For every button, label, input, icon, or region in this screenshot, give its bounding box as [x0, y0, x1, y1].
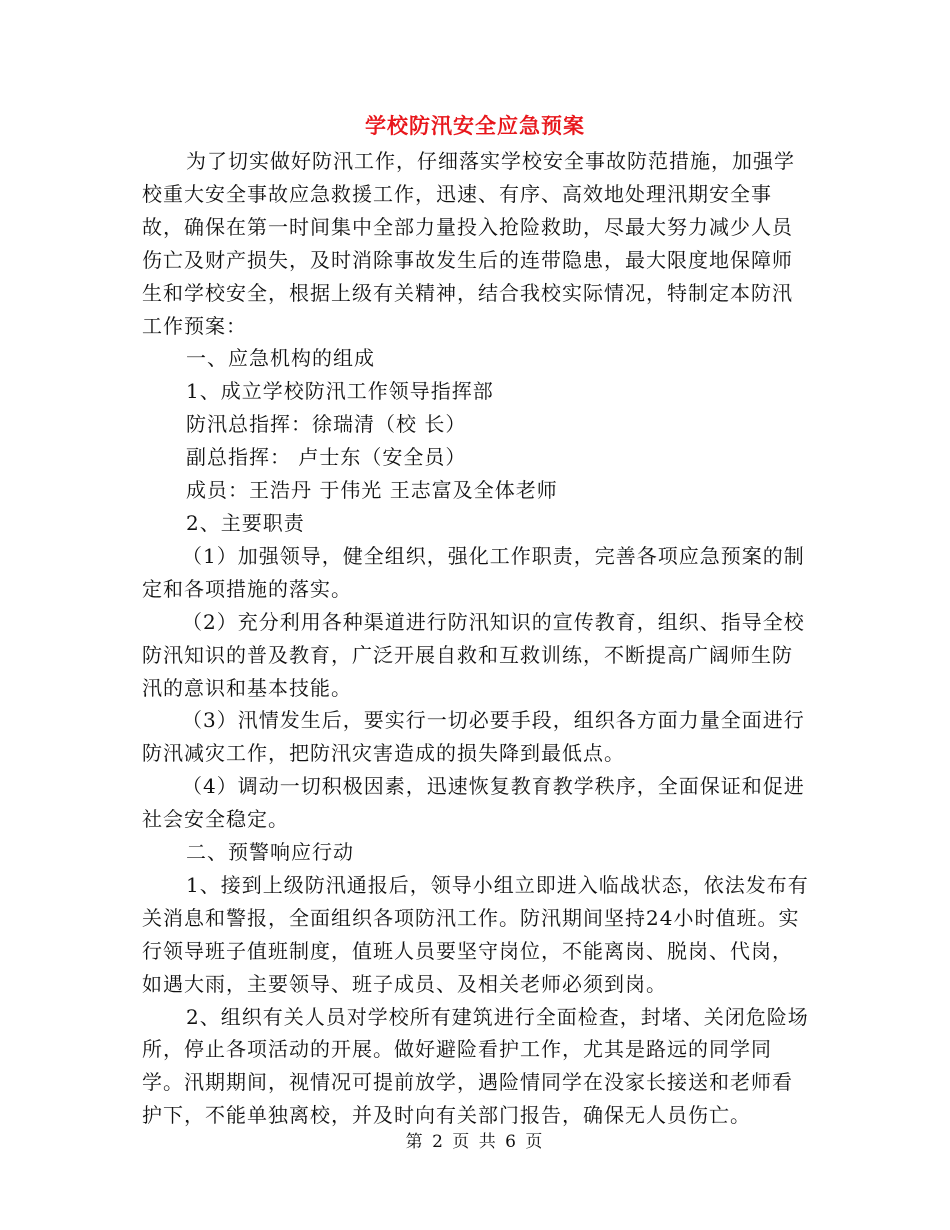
duty-item: （3）汛情发生后，要实行一切必要手段，组织各方面力量全面进行防汛减灾工作，把防汛灾害造成的损失降到最低点。: [142, 708, 805, 766]
duty-item: （2）充分利用各种渠道进行防汛知识的宣传教育，组织、指导全校防汛知识的普及教育，广泛开展自救和互救训练，不断提高广阔师生防汛的意识和基本技能。: [142, 609, 805, 700]
deputy-commander-line: 副总指挥： 卢士东（安全员）: [186, 445, 467, 470]
action-paragraph: 2、组织有关人员对学校所有建筑进行全面检查，封堵、关闭危险场所，停止各项活动的开展。做好避险看护工作，尤其是路远的同学同学。汛期期间，视情况可提前放学，遇险情同学在没家长接送和老师看护下，不能单独离校，并及时向有关部门报告，确保无人员伤亡。: [142, 1004, 809, 1128]
duty-item: （4）调动一切积极因素，迅速恢复教育教学秩序，全面保证和促进社会安全稳定。: [142, 774, 805, 832]
subsection-heading: 1、成立学校防汛工作领导指挥部: [186, 379, 494, 404]
subsection-heading: 2、主要职责: [186, 510, 305, 535]
document-title: 学校防汛安全应急预案: [365, 114, 585, 138]
page-number-footer: 第 2 页 共 6 页: [405, 1132, 545, 1152]
members-line: 成员：王浩丹 于伟光 王志富及全体老师: [186, 478, 558, 503]
commander-line: 防汛总指挥：徐瑞清（校 长）: [186, 412, 467, 437]
action-paragraph: 1、接到上级防汛通报后，领导小组立即进入临战状态，依法发布有关消息和警报，全面组织各项防汛工作。防汛期间坚持24小时值班。实行领导班子值班制度，值班人员要坚守岗位，不能离岗、脱岗、代岗，如遇大雨，主要领导、班子成员、及相关老师必须到岗。: [142, 872, 809, 996]
intro-paragraph: 为了切实做好防汛工作，仔细落实学校安全事故防范措施，加强学校重大安全事故应急救援工作，迅速、有序、高效地处理汛期安全事故，确保在第一时间集中全部力量投入抢险救助，尽最大努力减少人员伤亡及财产损失，及时消除事故发生后的连带隐患，最大限度地保障师生和学校安全，根据上级有关精神，结合我校实际情况，特制定本防汛工作预案：: [142, 149, 795, 338]
duty-item: （1）加强领导，健全组织，强化工作职责，完善各项应急预案的制定和各项措施的落实。: [142, 543, 805, 601]
section-heading-2: 二、预警响应行动: [186, 840, 354, 865]
document-body: [142, 145, 812, 1132]
section-heading-1: 一、应急机构的组成: [186, 346, 375, 371]
